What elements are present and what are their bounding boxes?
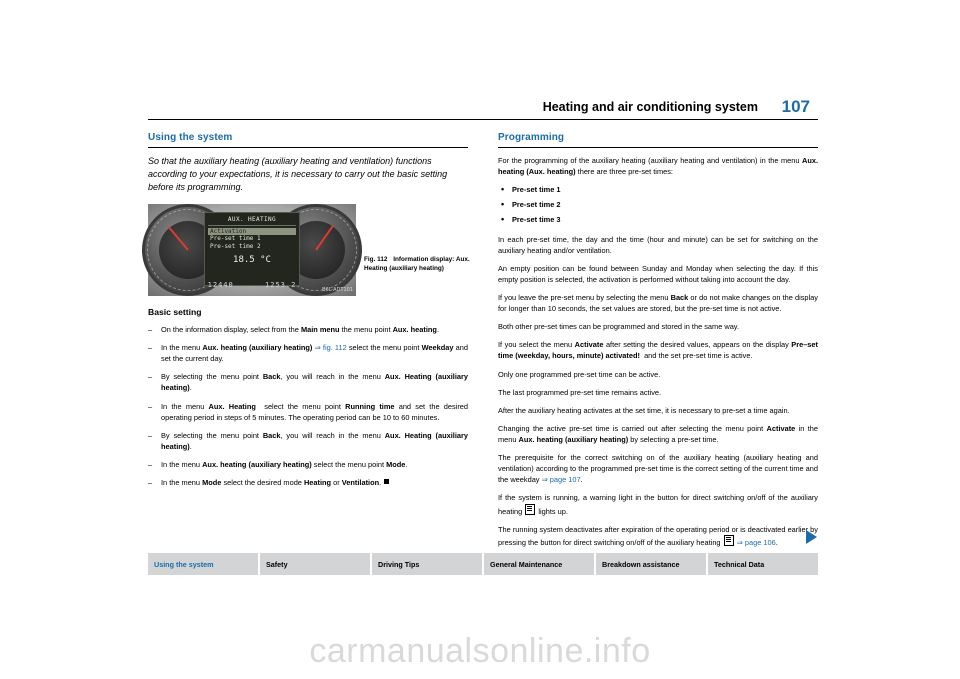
paragraph: After the auxiliary heating activates at the set time, it is necessary to pre-set a time again.: [498, 405, 790, 415]
dash-marker: –: [148, 343, 153, 353]
preset-time-label: Pre-set time 2: [512, 200, 561, 210]
figure-code: B6L-ADT101: [322, 286, 353, 293]
dash-marker: –: [148, 325, 153, 335]
page-title: Heating and air conditioning system: [542, 100, 758, 114]
display-row-activation: [208, 228, 296, 236]
preset-time-item: [498, 199, 818, 210]
display-row-activation-label: Activation: [210, 227, 247, 235]
right-column: [498, 130, 818, 555]
footer-item-driving-tips[interactable]: Driving Tips: [372, 553, 484, 575]
paragraph: If you select the menu Activate after setting the desired values, appears on the display Pre–set time (weekday, hours, minute) activated! and the set pre-set time is active.: [498, 340, 818, 361]
instrument-cluster-photo: [148, 204, 356, 296]
list-item: – On the information display, select from the Main menu the menu point Aux. heating.: [148, 325, 439, 335]
preset-time-label: Pre-set time 3: [512, 215, 561, 225]
left-section-title: Using the system: [148, 132, 233, 143]
bullet-icon: •: [501, 214, 505, 225]
dash-marker: –: [148, 401, 153, 411]
paragraph: If you leave the pre-set menu by selecting the menu Back or do not make changes on the display for longer than 10 seconds, the set values are stored, but the pre-set time is not active.: [498, 292, 818, 314]
footer-item-breakdown-assistance[interactable]: Breakdown assistance: [596, 553, 708, 575]
paragraph: Changing the active pre-set time is carried out after selecting the menu point Activate in the menu Aux. heating (auxiliary heating) by selecting a pre-set time.: [498, 423, 818, 444]
watermark: carmanualsonline.info: [309, 632, 651, 670]
cross-reference: ⇒ fig. 112: [314, 343, 347, 353]
display-row-preset-1-label: Pre-set time 1: [210, 235, 261, 243]
paragraph: In each pre-set time, the day and the time (hour and minute) can be set for switching on the auxiliary heating and/or ventilation.: [498, 234, 818, 255]
display-title: AUX. HEATING: [208, 216, 296, 226]
figure-caption: [364, 256, 480, 273]
footer-item-technical-data[interactable]: Technical Data: [708, 553, 818, 575]
dash-marker: –: [148, 460, 153, 470]
dash-marker: –: [148, 478, 153, 488]
aux-heating-button-icon: [724, 535, 734, 546]
paragraph: For the programming of the auxiliary heating (auxiliary heating and ventilation) in the menu Aux. heating (Aux. heating) there are three pre-set times:: [498, 156, 818, 177]
list-item: – By selecting the menu point Back, you will reach in the menu Aux. Heating (auxiliary heating).: [148, 372, 468, 393]
display-temperature: 18.5 °C: [233, 254, 271, 265]
display-row-preset-2: [208, 243, 296, 251]
right-section-title: Programming: [498, 132, 565, 143]
paragraph: Only one programmed pre-set time can be active.: [498, 369, 661, 379]
paragraph: The running system deactivates after expiration of the operating period or is deactivated earlier by pressing the button for direct switching on/off of the auxiliary heating ⇒ page 106.: [498, 524, 818, 547]
dash-marker: –: [148, 430, 153, 440]
footer-item-using-the-system[interactable]: Using the system: [148, 553, 260, 575]
information-display: [204, 212, 300, 286]
bullet-icon: •: [501, 184, 505, 195]
list-item: – In the menu Aux. heating (auxiliary heating) select the menu point Mode.: [148, 460, 408, 470]
page-header: [148, 97, 818, 122]
footer-item-safety[interactable]: Safety: [260, 553, 372, 575]
list-item: – In the menu Aux. heating (auxiliary heating) ⇒ fig. 112 select the menu point Weekday and set the current day.: [148, 343, 469, 364]
preset-time-label: Pre-set time 1: [512, 185, 561, 195]
right-section-divider: [498, 147, 818, 148]
page-number: 107: [781, 97, 810, 116]
preset-time-item: [498, 184, 818, 195]
odometer-trip: 1253.2: [265, 280, 297, 289]
list-item: – In the menu Aux. Heating select the menu point Running time and set the desired operating period in steps of 5 minutes. The operating period can be 10 to 60 minutes.: [148, 401, 469, 422]
list-item: – In the menu Mode select the desired mode Heating or Ventilation.: [148, 477, 468, 488]
preset-time-item: [498, 214, 818, 225]
left-section-divider: [148, 147, 468, 148]
odometer-total: 12440: [207, 280, 234, 289]
list-item: – By selecting the menu point Back, you will reach in the menu Aux. Heating (auxiliary heating).: [148, 430, 468, 451]
dash-marker: –: [148, 372, 153, 382]
display-row-preset-1: [208, 235, 296, 243]
paragraph: The last programmed pre-set time remains active.: [498, 387, 662, 397]
footer-navigation: [148, 553, 818, 575]
display-row-preset-2-label: Pre-set time 2: [210, 243, 261, 251]
bullet-icon: •: [501, 199, 505, 210]
paragraph: Both other pre-set times can be programmed and stored in the same way.: [498, 322, 739, 332]
paragraph: An empty position can be found between Sunday and Monday when selecting the day. If this empty position is selected, the activation is performed without taking into account the day.: [498, 263, 818, 284]
header-divider: [148, 119, 818, 120]
paragraph: If the system is running, a warning light in the button for direct switching on/off of the auxiliary heating lights up.: [498, 493, 818, 516]
figure-number: Fig. 112: [364, 256, 388, 264]
figure-112: [148, 204, 470, 296]
continuation-arrow-icon: [806, 530, 817, 544]
footer-item-general-maintenance[interactable]: General Maintenance: [484, 553, 596, 575]
end-of-section-marker: [384, 479, 389, 484]
left-column: [148, 130, 468, 495]
left-subheading: Basic setting: [148, 307, 202, 318]
left-intro-text: So that the auxiliary heating (auxiliary heating and ventilation) functions according to your expectations, it is necessary to carry out the basic setting before its programming.: [148, 156, 448, 193]
cross-reference: ⇒ page 107: [541, 475, 581, 485]
paragraph: The prerequisite for the correct switching on of the auxiliary heating (auxiliary heating and ventilation) according to the programmed pre-set time is the correct setting of the current time and the weekday ⇒ page 107.: [498, 453, 818, 485]
cross-reference: ⇒ page 106: [736, 537, 776, 547]
aux-heating-button-icon: [525, 504, 535, 515]
odometer-readout: [208, 280, 297, 291]
figure-caption-text: Information display: Aux. Heating (auxiliary heating): [364, 256, 470, 272]
